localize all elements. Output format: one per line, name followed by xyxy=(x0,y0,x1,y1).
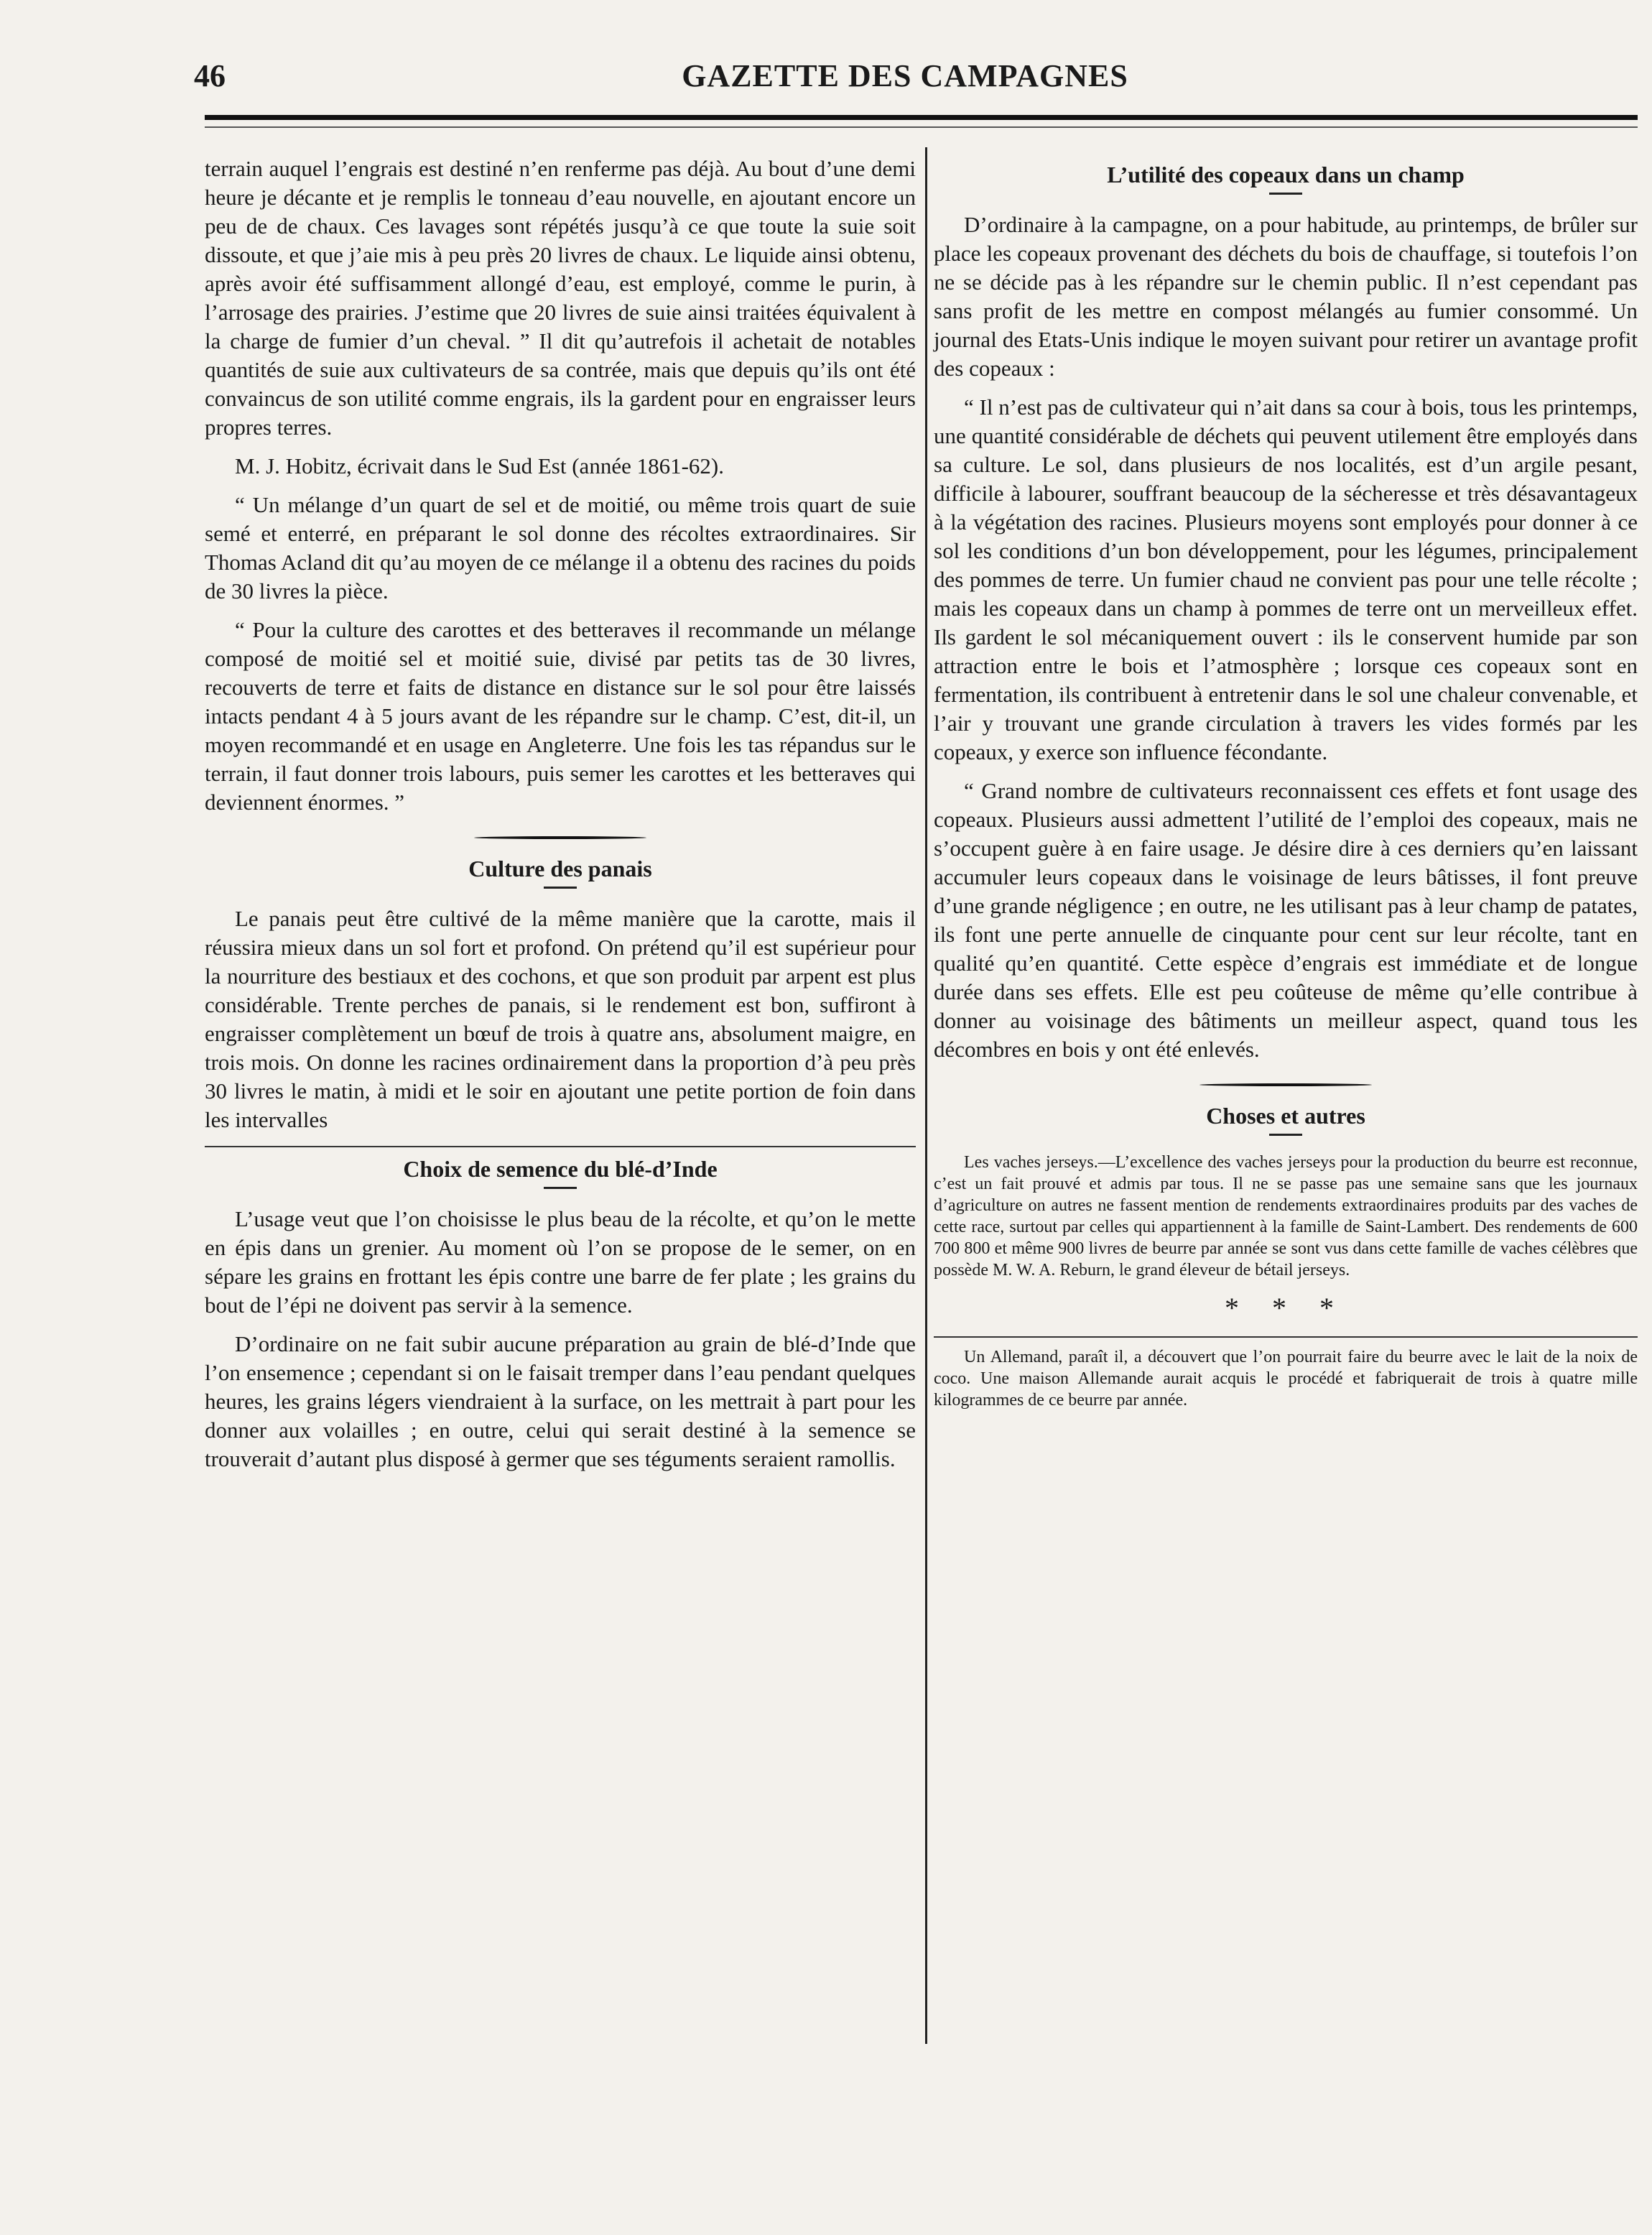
section-ornament xyxy=(474,834,646,841)
page-title: GAZETTE DES CAMPAGNES xyxy=(682,58,1128,93)
left-paragraph-2: M. J. Hobitz, écrivait dans le Sud Est (année 1861-62). xyxy=(235,453,724,478)
section-rule xyxy=(205,1146,916,1147)
right-paragraph-4: Les vaches jerseys.—L’excellence des vaches jerseys pour la production du beurre est reconnue, c’est un fait prouvé et admis par tous. Il ne se passe pas une semaine sans que les journaux d’agriculture on autres ne fassent mention de rendements extraordinaires produits par des vaches de cette race, surtout par celles qui appartiennent à la famille de Saint-Lambert. Des rendements de 600 700 800 et même 900 livres de beurre par année se sont vus dans cette famille de vaches célèbres que possède M. W. A. Reburn, le grand éleveur de bétail jerseys. xyxy=(934,1153,1638,1280)
right-paragraph-5: Un Allemand, paraît il, a découvert que l’on pourrait faire du beurre avec le lait de la noix de coco. Une maison Allemande aurait acquis le procédé et fabriquerait de trois à quatre mille kilogrammes de ce beurre par année. xyxy=(934,1348,1638,1410)
item-rule xyxy=(934,1336,1638,1338)
page-number: 46 xyxy=(194,58,226,93)
title-dash xyxy=(1269,1134,1302,1136)
left-paragraph-7: D’ordinaire on ne fait subir aucune préparation au grain de blé-d’Inde que l’on ensemence ; cependant si on le faisait tremper dans l’eau pendant quelques heures, les grains légers viendraient à la surface, on les mettrait à part pour les donner aux volailles ; en outre, celui qui serait destiné à la semence se trouverait d’autant plus disposé à germer que ses téguments seraient ramollis. xyxy=(205,1331,916,1471)
section-ornament xyxy=(1199,1081,1372,1088)
left-paragraph-4: “ Pour la culture des carottes et des betteraves il recommande un mélange composé de moitié sel et moitié suie, divisé par petits tas de 30 livres, recouverts de terre et faits de distance en distance sur le sol pour être laissés intacts pendant 4 à 5 jours avant de les répandre sur le champ. C’est, dit-il, un moyen recommandé et en usage en Angleterre. Une fois les tas répandus sur le terrain, il faut donner trois labours, puis semer les carottes et les betteraves qui deviennent énormes. ” xyxy=(205,617,916,815)
title-dash xyxy=(544,887,577,889)
right-paragraph-2: “ Il n’est pas de cultivateur qui n’ait dans sa cour à bois, tous les printemps, une quantité considérable de déchets qui peuvent utilement être employés dans sa culture. Le sol, dans plusieurs de nos localités, est d’un argile pesant, difficile à labourer, souffrant beaucoup de la sécheresse et très désavantageux à la végétation des racines. Plusieurs moyens sont employés pour donner à ce sol les conditions d’un bon développement, pour les légumes, principalement des pommes de terre. Un fumier chaud ne convient pas pour une telle récolte ; mais les copeaux dans un champ à pommes de terre ont un merveilleux effet. Ils gardent le sol mécaniquement ouvert : ils le conservent humide par son attraction entre le bois et l’atmosphère ; lorsque ces copeaux sont en fermentation, ils contribuent à entretenir dans le sol une chaleur convenable, et l’air y trouvant une grande circulation à travers les vides formés par les copeaux, y exerce son influence fécondante. xyxy=(934,394,1638,764)
section-title-choses: Choses et autres xyxy=(1206,1103,1365,1129)
right-paragraph-3: “ Grand nombre de cultivateurs reconnaissent ces effets et font usage des copeaux. Plusieurs aussi admettent l’utilité de l’emploi des copeaux, mais ne s’occupent guère à en faire usage. Je désire dire à ces derniers qu’en laissant accumuler leurs copeaux dans le voisinage de leurs bâtisses, il font preuve d’une grande négligence ; en outre, ne les utilisant pas à leur champ de patates, ils font une perte annuelle de cinquante pour cent sur leur récolte, tant en qualité qu’en quantité. Cette espèce d’engrais est immédiate et de longue durée dans ses effets. Elle est peu coûteuse de même qu’elle contribue à donner au voisinage des bâtiments un meilleur aspect, quand tous les décombres en bois y ont été enlevés. xyxy=(934,778,1638,1062)
section-title-ble-dinde: Choix de semence du blé-d’Inde xyxy=(403,1156,718,1182)
right-column xyxy=(934,154,1638,1421)
title-dash xyxy=(1269,193,1302,195)
left-paragraph-5: Le panais peut être cultivé de la même manière que la carotte, mais il réussira mieux dans un sol fort et profond. On prétend qu’il est supérieur pour la nourriture des bestiaux et des cochons, et que son produit par arpent est plus considérable. Trente perches de panais, si le rendement est bon, suffiront à engraisser complètement un bœuf de trois à quatre ans, absolument maigre, en trois mois. On donne les racines ordinairement dans la proportion d’à peu près 30 livres le matin, à midi et le soir en ajoutant une petite portion de foin dans les intervalles xyxy=(205,906,916,1132)
left-paragraph-3: “ Un mélange d’un quart de sel et de moitié, ou même trois quart de suie semé et enterré, en préparant le sol donne des récoltes extraordinaires. Sir Thomas Acland dit qu’au moyen de ce mélange il a obtenu des racines du poids de 30 livres la pièce. xyxy=(205,492,916,603)
header-rule-thin xyxy=(205,126,1638,128)
title-dash xyxy=(544,1187,577,1189)
left-paragraph-6: L’usage veut que l’on choisisse le plus beau de la récolte, et qu’on le mette en épis dans un grenier. Au moment où l’on se propose de le semer, on en sépare les grains en frottant les épis contre une barre de fer plate ; les grains du bout de l’épi ne doivent pas servir à la semence. xyxy=(205,1206,916,1318)
column-divider xyxy=(925,147,927,2044)
asterism: * * * xyxy=(1225,1292,1347,1324)
left-paragraph-1: terrain auquel l’engrais est destiné n’en renferme pas déjà. Au bout d’une demi heure je décante et je remplis le tonneau d’eau nouvelle, en ajoutant encore un peu de de chaux. Ces lavages sont répétés jusqu’à ce que toute la suie soit dissoute, et que j’aie mis à peu près 20 livres de chaux. Le liquide ainsi obtenu, après avoir été suffisamment allongé d’eau, est employé, comme le purin, à l’arrosage des prairies. J’estime que 20 livres de suie ainsi traitées équivalent à la charge de fumier d’un cheval. ” Il dit qu’autrefois il achetait de notables quantités de suie aux cultivateurs de sa contrée, mais que depuis qu’ils ont été convaincus de son utilité comme engrais, ils la gardent pour en engraisser leurs propres terres. xyxy=(205,156,916,440)
page-header xyxy=(194,50,1616,108)
header-rule xyxy=(205,115,1638,120)
section-title-panais: Culture des panais xyxy=(468,856,652,881)
right-paragraph-1: D’ordinaire à la campagne, on a pour habitude, au printemps, de brûler sur place les copeaux provenant des déchets du bois de chauffage, si toutefois l’on ne se décide pas à les répandre sur le chemin public. Il n’est cependant pas sans profit de les mettre en compost mélangés au fumier consommé. Un journal des Etats-Unis indique le moyen suivant pour retirer un avantage profit des copeaux : xyxy=(934,212,1638,381)
left-column xyxy=(205,154,916,1484)
section-title-copeaux: L’utilité des copeaux dans un champ xyxy=(1107,162,1465,188)
